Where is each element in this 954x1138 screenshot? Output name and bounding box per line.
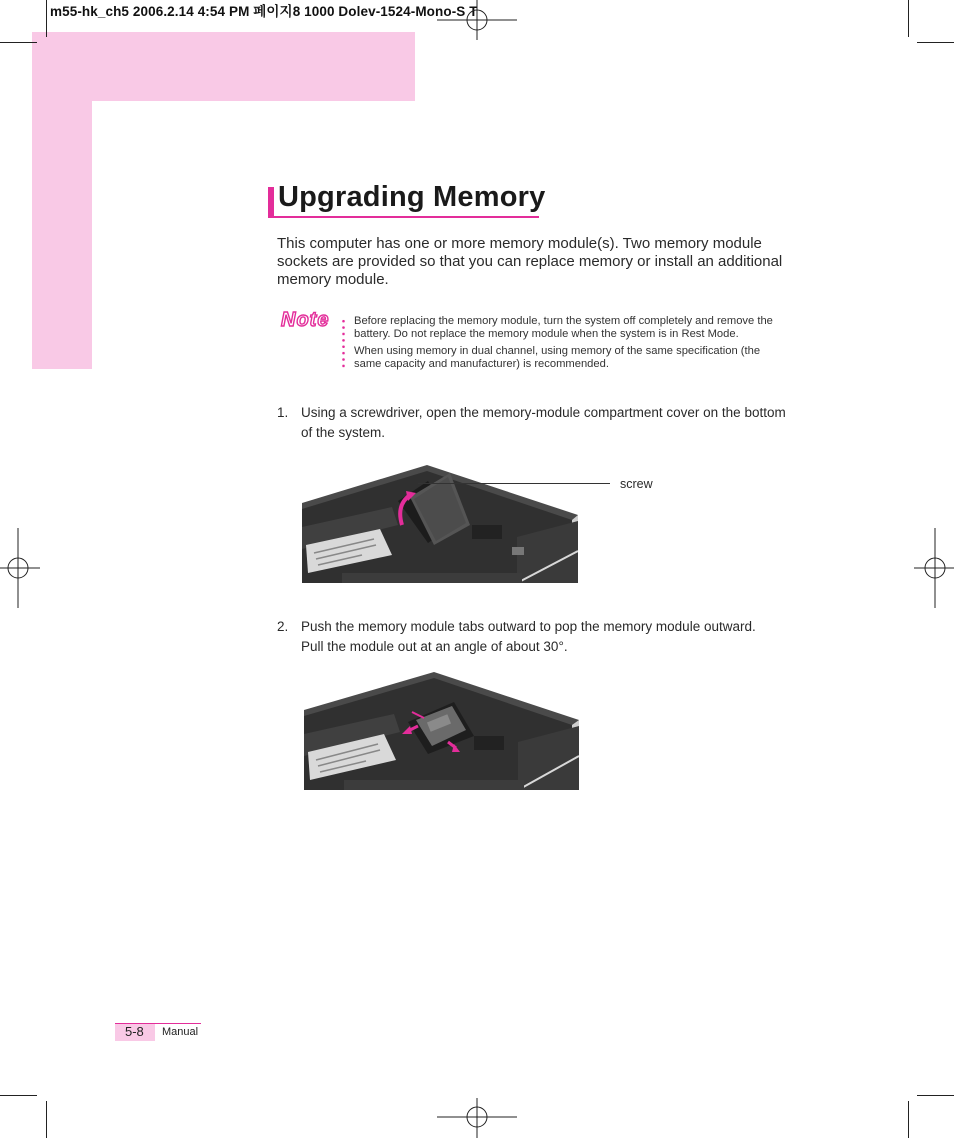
- pink-side-block: [32, 32, 92, 369]
- crop-mark: [46, 0, 47, 37]
- registration-mark-icon: [437, 0, 517, 40]
- step-item: [277, 403, 787, 443]
- title-accent-bar: [268, 187, 274, 217]
- crop-mark: [917, 1095, 954, 1096]
- crop-mark: [908, 1101, 909, 1138]
- title-underline: [268, 216, 539, 218]
- step-number: 1.: [277, 405, 289, 420]
- step-text-continued: Pull the module out at an angle of about 30°.: [301, 639, 568, 654]
- crop-mark: [46, 1101, 47, 1138]
- note-item: When using memory in dual channel, using memory of the same specification (the same capacity and manufacturer) is recommended.: [354, 345, 761, 370]
- step-number: 2.: [277, 619, 289, 634]
- note-label: Note: [281, 309, 330, 331]
- step-text: Push the memory module tabs outward to pop the memory module outward.: [301, 619, 756, 634]
- crop-mark: [0, 1095, 37, 1096]
- crop-mark: [0, 42, 37, 43]
- page-title: Upgrading Memory: [278, 181, 546, 213]
- step-item: [277, 617, 787, 657]
- crop-mark: [908, 0, 909, 37]
- crop-mark: [917, 42, 954, 43]
- page-number: 5-8: [125, 1024, 144, 1039]
- step-text: Using a screwdriver, open the memory-module compartment cover on the bottom: [301, 405, 786, 420]
- callout-leader-line: [418, 483, 610, 484]
- memory-module-removal-photo: [304, 672, 579, 790]
- intro-paragraph: This computer has one or more memory module(s). Two memory module sockets are provided so that you can replace memory or install an additional memory module.: [277, 235, 783, 288]
- note-dotted-divider: [342, 318, 345, 370]
- callout-screw-label: screw: [620, 477, 653, 491]
- registration-mark-icon: [0, 528, 40, 608]
- registration-mark-icon: [437, 1098, 517, 1138]
- print-slug: m55-hk_ch5 2006.2.14 4:54 PM 페이지8 1000 Dolev-1524-Mono-S T: [50, 4, 478, 19]
- registration-mark-icon: [914, 528, 954, 608]
- note-item: Before replacing the memory module, turn the system off completely and remove the battery. Do not replace the memory module when the system is in Rest Mode.: [354, 315, 773, 340]
- step-text-continued: of the system.: [301, 425, 386, 440]
- footer-manual-label: Manual: [162, 1026, 199, 1038]
